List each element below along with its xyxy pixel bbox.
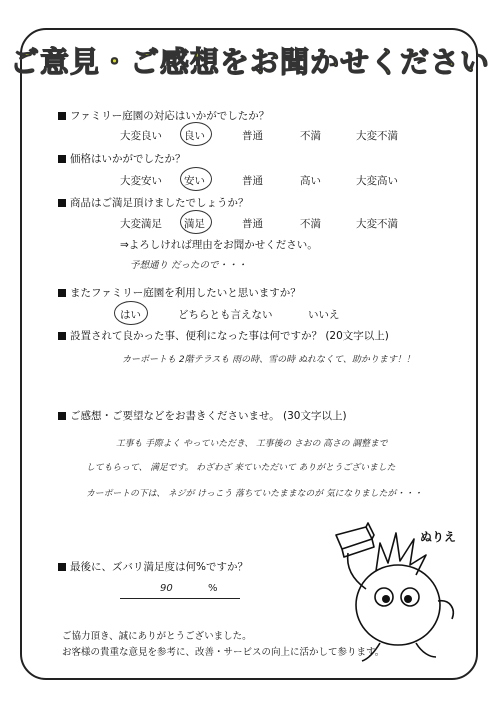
q4-option-1[interactable]: はい <box>120 309 141 321</box>
footer-note: お客様の貴重な意見を参考に、改善・サービスの向上に活かして参ります。 <box>62 647 385 658</box>
page-title: ご意見・ご感想をお聞かせください <box>9 45 490 79</box>
footer-thanks: ご協力頂き、誠にありがとうございました。 <box>62 631 252 642</box>
q6-answer-line-2: してもらって、 満足です。 わざわざ 来ていただいて ありがとうございました <box>86 463 396 473</box>
q4-option-3[interactable]: いいえ <box>308 309 340 321</box>
q1-option-4[interactable]: 不満 <box>300 130 321 142</box>
q3-reason-prompt: ⇒よろしければ理由をお聞かせください。 <box>120 239 318 251</box>
q6-answer-line-1: 工事も 手際よく やっていただき、 工事後の さおの 高さの 調整まで <box>116 439 388 449</box>
satisfaction-unit: % <box>208 583 218 594</box>
question-7-label: 最後に、ズバリ満足度は何%ですか？ <box>70 561 248 573</box>
q3-option-1[interactable]: 大変満足 <box>120 218 162 230</box>
question-1 <box>58 108 269 123</box>
question-1-options <box>120 128 398 143</box>
q4-selection-mark <box>114 301 148 325</box>
q2-option-2[interactable]: 安い <box>184 175 205 187</box>
satisfaction-value: 90 <box>160 583 173 594</box>
question-3 <box>58 195 249 210</box>
q2-option-5[interactable]: 大変高い <box>356 175 398 187</box>
question-2-label: 価格はいかがでしたか？ <box>70 153 186 165</box>
question-6-label: ご感想・ご要望などをお書きくださいませ。 (30文字以上) <box>70 410 347 422</box>
question-3-options <box>120 216 398 231</box>
question-4-label: またファミリー庭園を利用したいと思いますか？ <box>70 287 301 299</box>
q3-selection-mark <box>180 210 212 234</box>
q1-selection-mark <box>180 122 212 146</box>
question-5 <box>58 328 389 343</box>
q2-option-4[interactable]: 高い <box>300 175 321 187</box>
question-4-options <box>120 307 340 322</box>
q2-option-1[interactable]: 大変安い <box>120 175 162 187</box>
question-2 <box>58 151 186 166</box>
q1-option-5[interactable]: 大変不満 <box>356 130 398 142</box>
question-7 <box>58 559 248 574</box>
question-4 <box>58 285 301 300</box>
q2-option-3[interactable]: 普通 <box>242 175 263 187</box>
q5-answer: カーポートも 2階テラスも 雨の時、雪の時 ぬれなくて、助かります！！ <box>122 355 415 365</box>
mascot-label: ぬりえ <box>420 530 457 544</box>
q6-answer-line-3: カーポートの下は、 ネジが けっこう 落ちていたままなのが 気になりましたが・・・ <box>86 489 423 499</box>
q3-option-2[interactable]: 満足 <box>184 218 205 230</box>
q3-option-4[interactable]: 不満 <box>300 218 321 230</box>
question-6 <box>58 408 347 423</box>
q2-selection-mark <box>180 167 212 191</box>
question-5-label: 設置されて良かった事、便利になった事は何ですか？ (20文字以上) <box>70 330 389 342</box>
q3-option-5[interactable]: 大変不満 <box>356 218 398 230</box>
q3-option-3[interactable]: 普通 <box>242 218 263 230</box>
q1-option-2[interactable]: 良い <box>184 130 205 142</box>
question-1-label: ファミリー庭園の対応はいかがでしたか？ <box>70 110 270 122</box>
q1-option-3[interactable]: 普通 <box>242 130 263 142</box>
q4-option-2[interactable]: どちらとも言えない <box>178 309 273 321</box>
question-3-label: 商品はご満足頂けましたでしょうか？ <box>70 197 249 209</box>
satisfaction-underline <box>120 598 240 599</box>
q1-option-1[interactable]: 大変良い <box>120 130 162 142</box>
question-2-options <box>120 173 398 188</box>
q3-reason-answer: 予想通り だったので・・・ <box>130 260 248 271</box>
